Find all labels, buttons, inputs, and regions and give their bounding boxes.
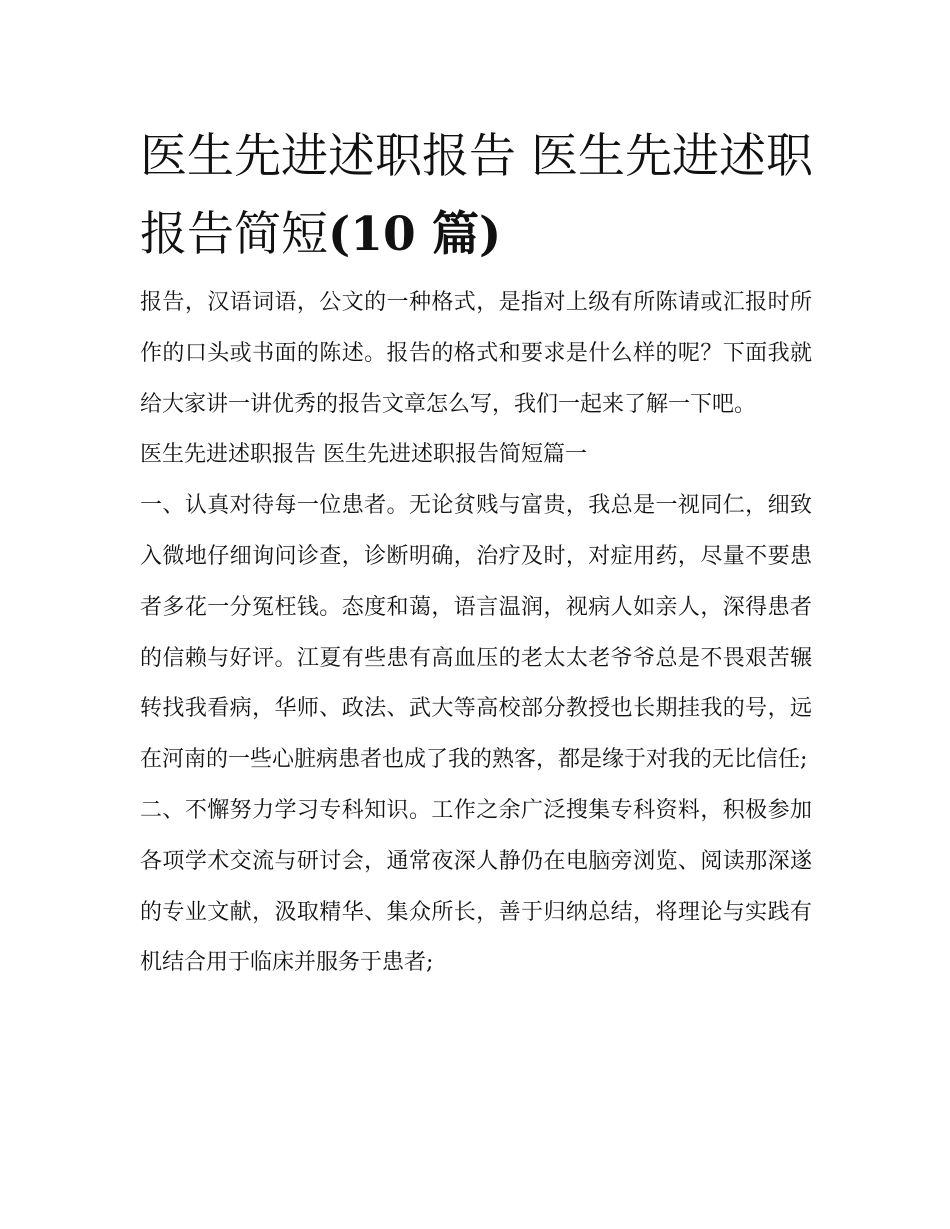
title-suffix: (10 篇) [328,207,502,262]
body-paragraph-2: 二、不懈努力学习专科知识。工作之余广泛搜集专科资料，积极参加各项学术交流与研讨会，通常夜深人静仍在电脑旁浏览、阅读那深遂的专业文献，汲取精华、集众所长，善于归纳总结，将理论与实践有机结合用于临床并服务于患者; [140,797,812,976]
intro-paragraph: 报告，汉语词语，公文的一种格式，是指对上级有所陈请或汇报时所作的口头或书面的陈述。报告的格式和要求是什么样的呢？下面我就给大家讲一讲优秀的报告文章怎么写，我们一起来了解一下吧。 [140,290,812,417]
section-heading: 医生先进述职报告 医生先进述职报告简短篇一 [140,442,587,468]
body-paragraph-1: 一、认真对待每一位患者。无论贫贱与富贵，我总是一视同仁，细致入微地仔细询问诊查，诊断明确，治疗及时，对症用药，尽量不要患者多花一分冤枉钱。态度和蔼，语言温润，视病人如亲人，深得患者的信赖与好评。江夏有些患有高血压的老太太老爷爷总是不畏艰苦辗转找我看病，华师、政法、武大等高校部分教授也长期挂我的号，远在河南的一些心脏病患者也成了我的熟客，都是缘于对我的无比信任; [140,493,812,773]
document-body [140,278,812,989]
title-main: 医生先进述职报告 医生先进述职报告简短 [140,129,813,262]
document-title [140,118,815,274]
